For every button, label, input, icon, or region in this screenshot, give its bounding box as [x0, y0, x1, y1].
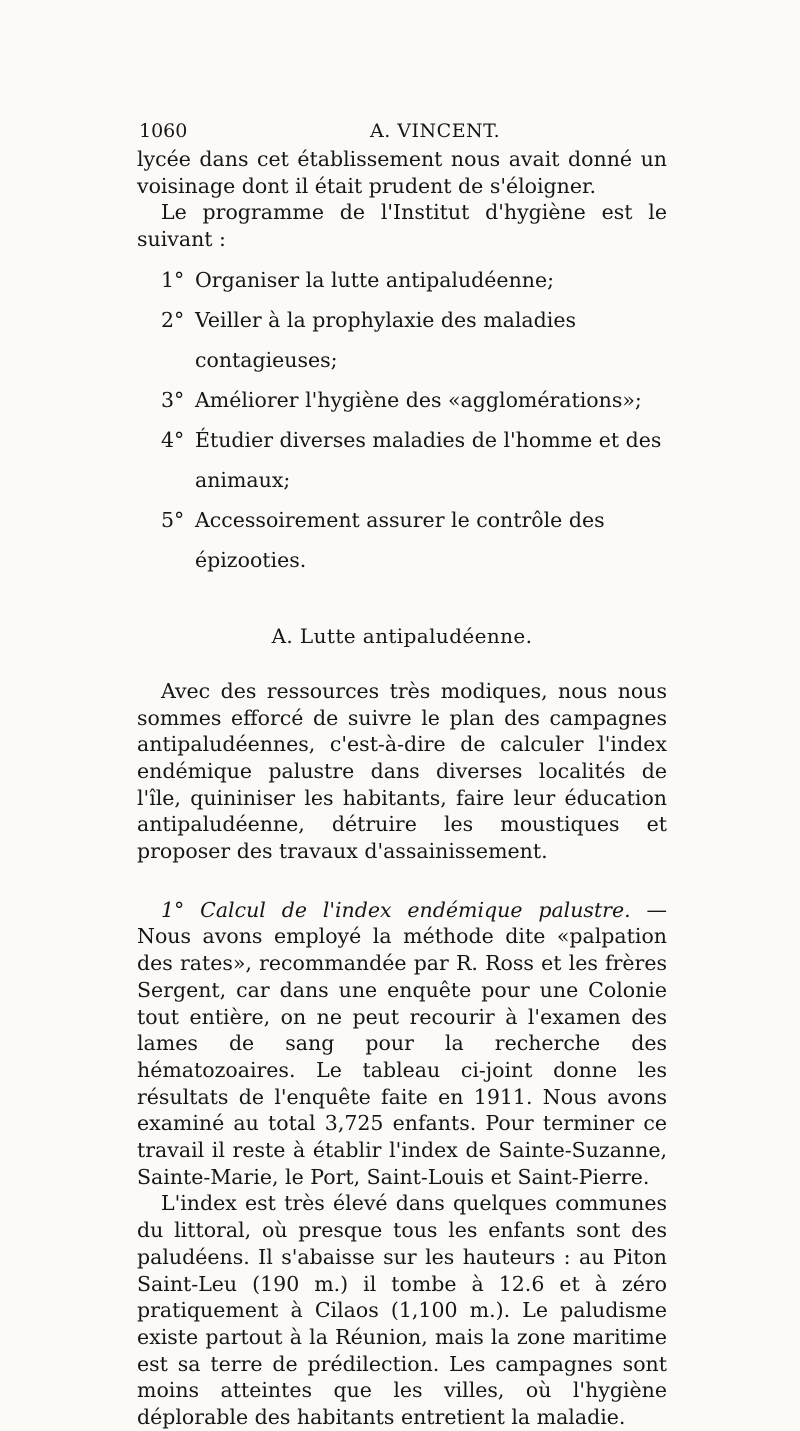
running-author: A. VINCENT. — [370, 120, 501, 142]
section-title: A. Lutte antipaludéenne. — [271, 623, 533, 648]
paragraph-index-results: L'index est très élevé dans quelques communes du littoral, où presque tous les enfants sont des paludéens. Il s'abaisse sur les hauteurs : au Piton Saint-Leu (190 m.) il tombe à 12.6 et à zéro pratiquement à Cilaos (1,100 m.). Le paludisme existe partout à la Réunion, mais la zone maritime est sa terre de prédilection. Les campagnes sont moins atteintes que les villes, où l'hygiène déplorable des habitants entretient la maladie. — [137, 1191, 667, 1430]
program-item-number: 4° — [161, 427, 185, 452]
page-content — [137, 120, 667, 1431]
paragraph-index-calculation — [137, 897, 667, 1191]
program-item-text: Étudier diverses maladies de l'homme et des animaux; — [195, 427, 662, 492]
page-number: 1060 — [139, 120, 188, 142]
program-item-text: Organiser la lutte antipaludéenne; — [195, 267, 555, 292]
subsection-heading: 1° Calcul de l'index endémique palustre. — [161, 897, 631, 922]
program-item — [161, 380, 667, 420]
program-item-number: 3° — [161, 387, 185, 412]
program-item-number: 1° — [161, 267, 185, 292]
program-item — [161, 260, 667, 300]
program-item-text: Veiller à la prophylaxie des maladies contagieuses; — [195, 307, 576, 372]
program-item — [161, 500, 667, 580]
program-item — [161, 420, 667, 500]
program-item-number: 2° — [161, 307, 185, 332]
program-item — [161, 300, 667, 380]
program-item-text: Améliorer l'hygiène des «agglomérations»; — [195, 387, 642, 412]
program-item-text: Accessoirement assurer le contrôle des épizooties. — [195, 507, 605, 572]
paragraph-continuation: lycée dans cet établissement nous avait donné un voisinage dont il était prudent de s'éloigner. — [137, 147, 667, 198]
paragraph-index-body: — Nous avons employé la méthode dite «palpation des rates», recommandée par R. Ross et les frères Sergent, car dans une enquête pour une Colonie tout entière, on ne peut recourir à l'examen des lames de sang pour la recherche des hématozoaires. Le tableau ci-joint donne les résultats de l'enquête faite en 1911. Nous avons examiné au total 3,725 enfants. Pour terminer ce travail il reste à établir l'index de Sainte-Suzanne, Sainte-Marie, le Port, Saint-Louis et Saint-Pierre. — [137, 897, 667, 1189]
running-header — [137, 120, 667, 146]
paragraph-program-intro: Le programme de l'Institut d'hygiène est le suivant : — [137, 200, 667, 252]
paragraph-campaign-plan: Avec des ressources très modiques, nous nous sommes efforcé de suivre le plan des campagnes antipaludéennes, c'est-à-dire de calculer l'index endémique palustre dans diverses localités de l'île, quininiser les habitants, faire leur éducation antipaludéenne, détruire les moustiques et proposer des travaux d'assainissement. — [137, 678, 667, 864]
program-item-number: 5° — [161, 507, 185, 532]
program-list — [161, 260, 667, 580]
